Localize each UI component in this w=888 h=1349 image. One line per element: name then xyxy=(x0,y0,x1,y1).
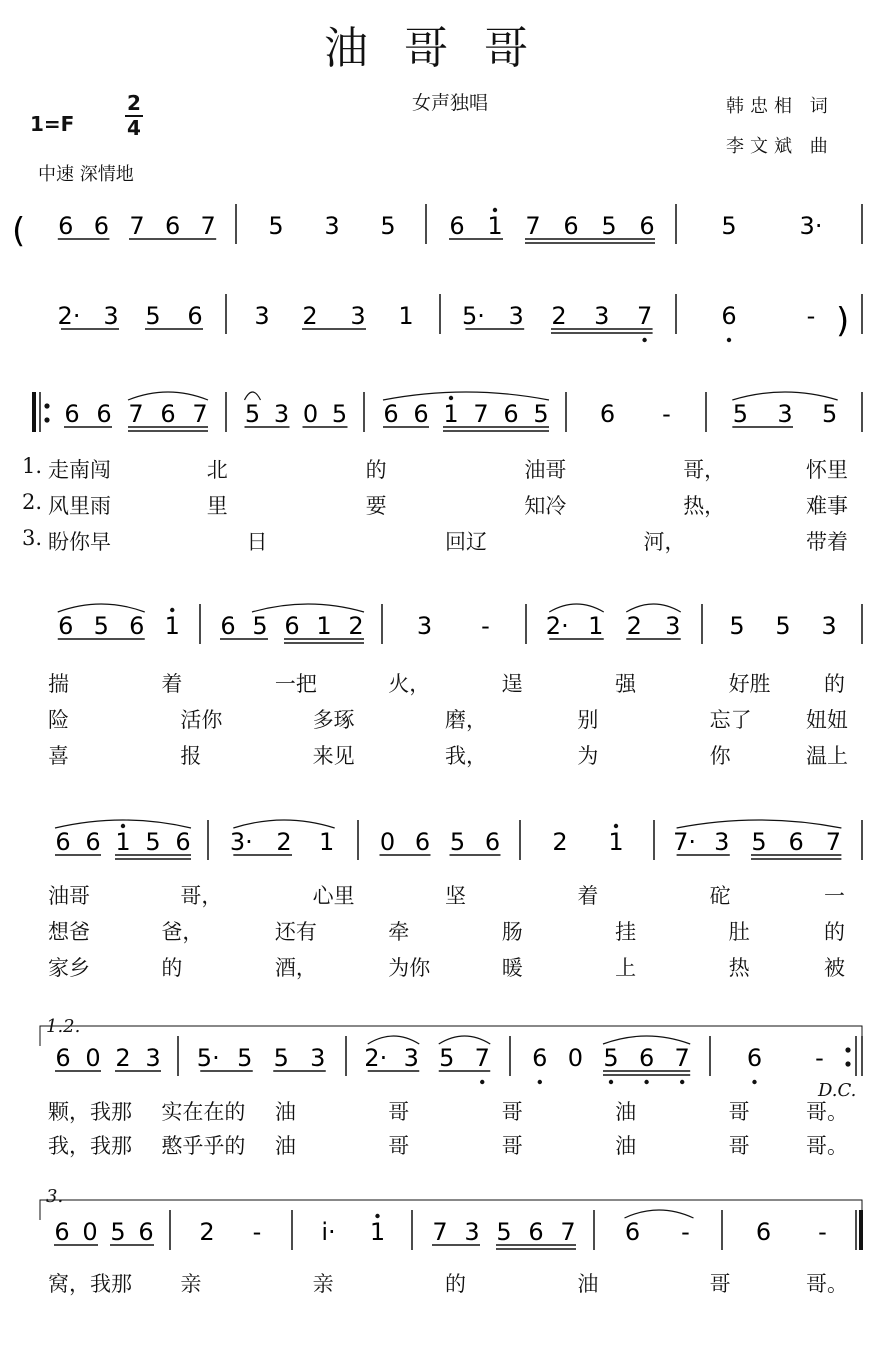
repeat-dot xyxy=(44,403,49,408)
note: 6 xyxy=(746,1044,763,1072)
paren-close: ) xyxy=(836,301,850,341)
lyric-word: 别 xyxy=(577,708,599,732)
note: 1 xyxy=(608,828,624,856)
lyric-word: 逞 xyxy=(501,672,523,696)
note: 0 xyxy=(85,1044,101,1072)
note: 7 xyxy=(129,212,145,240)
lyric-word: 哥 xyxy=(501,1100,523,1124)
lyric-word: 哥， xyxy=(180,884,223,908)
tempo-marking: 中速 深情地 xyxy=(38,164,134,185)
note: - xyxy=(662,400,671,428)
repeat-dot xyxy=(845,1061,850,1066)
note: 3 xyxy=(665,612,681,640)
slur xyxy=(58,604,145,612)
repeat-dot xyxy=(44,417,49,422)
lyric-word: 1. xyxy=(22,454,43,478)
lyric-word: 的 xyxy=(365,458,387,482)
lyric-row xyxy=(0,1096,888,1126)
lyric-word: 实在在的 xyxy=(161,1100,246,1124)
note: 7 xyxy=(636,302,653,330)
lyric-row xyxy=(0,454,888,484)
note: 6 xyxy=(563,212,579,240)
lyric-word: 哥。 xyxy=(806,1100,848,1124)
lyric-word: 为你 xyxy=(388,956,431,980)
note: 5 xyxy=(496,1218,512,1246)
octave-dot-low xyxy=(680,1080,684,1084)
note: 3 xyxy=(324,212,340,240)
notation-row xyxy=(0,1196,888,1268)
lyric-word: 妞妞 xyxy=(806,708,848,732)
note: 6 xyxy=(532,1044,548,1072)
note: 6 xyxy=(175,828,191,856)
note: 3 xyxy=(777,400,793,428)
note: 3· xyxy=(229,828,253,856)
lyric-word: 磨， xyxy=(445,708,487,732)
note: 2 xyxy=(276,828,292,856)
lyric-row xyxy=(0,704,888,734)
lyric-word: 走南闯 xyxy=(48,458,111,482)
da-capo-marking: D.C. xyxy=(818,1080,857,1101)
composer-credit: 李文斌 曲 xyxy=(726,136,834,157)
note: 7 xyxy=(192,400,208,428)
note: 6 xyxy=(85,828,101,856)
note: 2 xyxy=(302,302,318,330)
note: 7 xyxy=(432,1218,448,1246)
lyric-word: 哥 xyxy=(388,1134,410,1158)
volta-1-2-label: 1.2. xyxy=(46,1016,81,1037)
note: 3 xyxy=(416,612,433,640)
note: 5 xyxy=(601,212,617,240)
note: 6 xyxy=(58,612,74,640)
note: 5 xyxy=(729,612,745,640)
lyric-word: 颗，我那 xyxy=(48,1100,132,1124)
note: 2· xyxy=(364,1044,388,1072)
lyric-word: 好胜 xyxy=(728,672,771,696)
lyric-word: 我， xyxy=(445,744,487,768)
note: 5 xyxy=(244,400,261,428)
note: 6 xyxy=(129,612,145,640)
slur xyxy=(603,1036,690,1044)
note: 5 xyxy=(533,400,549,428)
note: 2 xyxy=(626,612,642,640)
note: 6 xyxy=(484,828,501,856)
note: 3 xyxy=(821,612,837,640)
lyric-row xyxy=(0,490,888,520)
note: 6 xyxy=(639,212,655,240)
time-signature xyxy=(122,92,146,140)
lyricist-credit: 韩忠相 词 xyxy=(726,96,834,117)
volta-bracket xyxy=(40,1026,862,1046)
note: 6 xyxy=(138,1218,154,1246)
lyric-row xyxy=(0,916,888,946)
lyric-word: 上 xyxy=(615,956,637,980)
lyric-word: 油 xyxy=(615,1100,637,1124)
note: 7 xyxy=(474,1044,490,1072)
lyric-word: 憨乎乎的 xyxy=(161,1134,246,1158)
note: 5 xyxy=(439,1044,455,1072)
lyric-word: 想爸 xyxy=(48,920,90,944)
note: 3 xyxy=(350,302,366,330)
note: 3 xyxy=(273,400,290,428)
note: 6 xyxy=(449,212,465,240)
octave-dot-low xyxy=(644,1080,648,1084)
lyric-word: 油 xyxy=(274,1134,296,1158)
note: - xyxy=(681,1218,690,1246)
note: - xyxy=(481,612,490,640)
note: 6 xyxy=(503,400,519,428)
note: 5 xyxy=(331,400,348,428)
note: 5 xyxy=(449,828,466,856)
note: 5 xyxy=(93,612,109,640)
lyric-row xyxy=(0,952,888,982)
lyric-word: 热 xyxy=(728,956,750,980)
lyric-word: 强 xyxy=(615,672,637,696)
lyric-word: 的 xyxy=(161,956,183,980)
lyric-word: 热， xyxy=(683,494,726,518)
slur xyxy=(677,820,842,828)
lyric-word: 哥 xyxy=(709,1272,731,1296)
note: 3 xyxy=(103,302,119,330)
lyric-word: 肠 xyxy=(501,920,523,944)
lyric-word: 火， xyxy=(388,672,431,696)
octave-dot-low xyxy=(538,1080,542,1084)
lyric-word: 哥 xyxy=(728,1134,750,1158)
lyric-word: 坚 xyxy=(445,884,466,908)
lyric-word: 亲 xyxy=(312,1272,334,1296)
lyric-word: 砣 xyxy=(709,884,731,908)
note: 0 xyxy=(302,400,319,428)
note: - xyxy=(818,1218,827,1246)
slur xyxy=(233,820,334,828)
note: 5 xyxy=(237,1044,253,1072)
note: 5 xyxy=(145,302,161,330)
repeat-dot xyxy=(845,1047,850,1052)
lyric-word: 家乡 xyxy=(48,956,90,980)
note: 6 xyxy=(64,400,80,428)
lyric-row xyxy=(0,740,888,770)
note: 6 xyxy=(414,828,431,856)
note: 5 xyxy=(145,828,161,856)
slur xyxy=(549,604,604,612)
note: 7 xyxy=(674,1044,690,1072)
note: 1 xyxy=(319,828,335,856)
note: 5 xyxy=(751,828,767,856)
note: 7 xyxy=(525,212,541,240)
lyric-word: 还有 xyxy=(274,920,317,944)
lyric-word: 哥 xyxy=(388,1100,410,1124)
notation-row xyxy=(0,1022,888,1094)
lyric-row xyxy=(0,880,888,910)
lyric-word: 3. xyxy=(22,526,43,550)
lyric-word: 哥。 xyxy=(806,1272,848,1296)
slur xyxy=(732,392,837,400)
lyric-word: 要 xyxy=(365,494,387,518)
note: 1 xyxy=(588,612,604,640)
note: 5 xyxy=(603,1044,619,1072)
key-signature: 1=F xyxy=(30,112,75,136)
note: 7 xyxy=(200,212,216,240)
lyric-word: 险 xyxy=(48,708,69,732)
note: 2· xyxy=(57,302,81,330)
lyric-word: 回辽 xyxy=(445,530,487,554)
note: 7 xyxy=(825,828,842,856)
lyric-word: 油 xyxy=(274,1100,296,1124)
note: 1 xyxy=(487,212,503,240)
octave-dot-high xyxy=(493,208,497,212)
octave-dot-low xyxy=(752,1080,756,1084)
note: 1 xyxy=(443,400,459,428)
song-title: 油哥哥 xyxy=(324,23,564,74)
lyric-word: 油 xyxy=(577,1272,599,1296)
notation-row xyxy=(0,190,888,262)
note: 1 xyxy=(369,1218,386,1246)
slur xyxy=(625,1210,694,1218)
note: 7 xyxy=(473,400,489,428)
octave-dot-high xyxy=(449,396,453,400)
note: 6 xyxy=(55,1044,71,1072)
lyric-word: 怀里 xyxy=(806,458,848,482)
note: 2 xyxy=(199,1218,215,1246)
notation-row xyxy=(0,280,888,352)
song-subtitle: 女声独唱 xyxy=(411,92,488,114)
note: 2 xyxy=(552,828,568,856)
note: 5· xyxy=(461,302,485,330)
note: - xyxy=(252,1218,262,1246)
note: 3 xyxy=(594,302,610,330)
note: 5 xyxy=(380,212,396,240)
lyric-word: 的 xyxy=(824,920,845,944)
lyric-word: 为 xyxy=(577,744,599,768)
lyric-word: 哥 xyxy=(728,1100,750,1124)
lyric-word: 河， xyxy=(643,530,686,554)
note: 0 xyxy=(82,1218,98,1246)
lyric-word: 温上 xyxy=(806,744,848,768)
lyric-word: 被 xyxy=(824,956,845,980)
note: 6 xyxy=(187,302,203,330)
lyric-word: 油 xyxy=(615,1134,637,1158)
lyric-word: 着 xyxy=(161,672,183,696)
lyric-word: 着 xyxy=(577,884,599,908)
note: 0 xyxy=(567,1044,584,1072)
octave-dot-high xyxy=(170,608,174,612)
lyric-word: 多琢 xyxy=(312,708,355,732)
score-system-1 xyxy=(0,190,888,286)
lyric-word: 窝，我那 xyxy=(48,1272,132,1296)
lyric-word: 一 xyxy=(824,884,845,908)
lyric-word: 来见 xyxy=(312,744,355,768)
octave-dot-high xyxy=(121,824,125,828)
slur xyxy=(245,392,261,400)
notation-row xyxy=(0,590,888,662)
note: 6 xyxy=(624,1218,641,1246)
note: 5 xyxy=(775,612,791,640)
note: 1 xyxy=(115,828,131,856)
note: 5 xyxy=(268,212,284,240)
octave-dot-low xyxy=(727,338,731,342)
lyric-word: 肚 xyxy=(728,920,750,944)
note: 6 xyxy=(721,302,737,330)
octave-dot-low xyxy=(609,1080,613,1084)
note: 5 xyxy=(110,1218,126,1246)
slur xyxy=(383,392,549,400)
lyric-word: 亲 xyxy=(180,1272,202,1296)
lyric-word: 里 xyxy=(206,494,228,518)
note: 7· xyxy=(673,828,697,856)
lyric-word: 知冷 xyxy=(524,494,567,518)
note: 6 xyxy=(96,400,112,428)
volta-bracket xyxy=(40,1200,862,1220)
note: 6 xyxy=(54,1218,70,1246)
note: 3· xyxy=(799,212,823,240)
lyric-word: 忘了 xyxy=(709,708,752,732)
note: 5 xyxy=(732,400,748,428)
note: 2· xyxy=(545,612,569,640)
note: 6 xyxy=(55,828,71,856)
note: 6 xyxy=(788,828,804,856)
note: 6 xyxy=(284,612,300,640)
time-signature-numerator: 2 xyxy=(127,91,141,115)
lyric-word: 油哥 xyxy=(48,884,90,908)
lyric-word: 的 xyxy=(445,1272,466,1296)
lyric-word: 爸， xyxy=(161,920,204,944)
note: 5 xyxy=(721,212,737,240)
lyric-row xyxy=(0,1268,888,1298)
note: 1 xyxy=(398,302,414,330)
note: 3 xyxy=(714,828,730,856)
lyric-word: 北 xyxy=(206,458,228,482)
lyric-word: 2. xyxy=(22,490,43,514)
lyric-word: 盼你早 xyxy=(48,530,111,554)
note: 6 xyxy=(383,400,399,428)
note: 3 xyxy=(403,1044,419,1072)
lyric-word: 带着 xyxy=(806,530,848,554)
lyric-word: 一把 xyxy=(274,672,317,696)
slur xyxy=(439,1036,491,1044)
note: 5 xyxy=(273,1044,289,1072)
octave-dot-high xyxy=(614,824,618,828)
notation-row xyxy=(0,378,888,450)
octave-dot-low xyxy=(642,338,646,342)
lyric-word: 报 xyxy=(180,744,202,768)
lyric-row xyxy=(0,1130,888,1160)
slur xyxy=(128,392,208,400)
note: 6 xyxy=(599,400,616,428)
slur xyxy=(626,604,681,612)
lyric-word: 日 xyxy=(246,530,268,554)
lyric-word: 心里 xyxy=(312,884,355,908)
note: 0 xyxy=(379,828,396,856)
note: 6 xyxy=(413,400,429,428)
note: 2 xyxy=(551,302,567,330)
note: 6 xyxy=(755,1218,772,1246)
octave-dot-high xyxy=(375,1214,379,1218)
lyric-word: 的 xyxy=(824,672,845,696)
note: - xyxy=(815,1044,824,1072)
lyric-word: 挂 xyxy=(615,920,637,944)
slur xyxy=(368,1036,420,1044)
note: 6 xyxy=(220,612,236,640)
note: - xyxy=(806,302,816,330)
note: 7 xyxy=(128,400,144,428)
lyric-row xyxy=(0,526,888,556)
octave-dot-low xyxy=(480,1080,484,1084)
note: 3 xyxy=(310,1044,326,1072)
note: 5· xyxy=(196,1044,220,1072)
lyric-word: 难事 xyxy=(806,494,848,518)
note: 6 xyxy=(638,1044,655,1072)
note: 3 xyxy=(508,302,524,330)
notation-row xyxy=(0,806,888,878)
note: 3 xyxy=(464,1218,480,1246)
note: 6 xyxy=(528,1218,544,1246)
note: i· xyxy=(321,1218,336,1246)
note: 3 xyxy=(145,1044,161,1072)
note: 3 xyxy=(254,302,270,330)
lyric-word: 酒， xyxy=(274,956,317,980)
slur xyxy=(252,604,364,612)
lyric-word: 哥。 xyxy=(806,1134,848,1158)
lyric-word: 揣 xyxy=(48,672,69,696)
note: 1 xyxy=(316,612,332,640)
lyric-word: 油哥 xyxy=(524,458,567,482)
note: 1 xyxy=(164,612,180,640)
time-signature-denominator: 4 xyxy=(127,116,141,140)
lyric-word: 哥， xyxy=(683,458,726,482)
note: 7 xyxy=(560,1218,576,1246)
note: 5 xyxy=(822,400,838,428)
note: 6 xyxy=(164,212,181,240)
lyric-word: 你 xyxy=(709,744,731,768)
lyric-word: 我，我那 xyxy=(48,1134,132,1158)
volta-3-label: 3. xyxy=(46,1186,64,1207)
note: 5 xyxy=(252,612,268,640)
note: 2 xyxy=(115,1044,131,1072)
lyric-word: 喜 xyxy=(48,744,69,768)
note: 2 xyxy=(348,612,364,640)
lyric-word: 暖 xyxy=(501,956,523,980)
lyric-word: 风里雨 xyxy=(48,494,111,518)
score-system-2 xyxy=(0,280,888,376)
paren-open: ( xyxy=(12,211,26,251)
lyric-word: 哥 xyxy=(501,1134,523,1158)
note: 6 xyxy=(58,212,74,240)
note: 6 xyxy=(93,212,110,240)
lyric-word: 牵 xyxy=(388,920,410,944)
note: 6 xyxy=(160,400,176,428)
lyric-word: 活你 xyxy=(180,708,223,732)
lyric-row xyxy=(0,668,888,698)
